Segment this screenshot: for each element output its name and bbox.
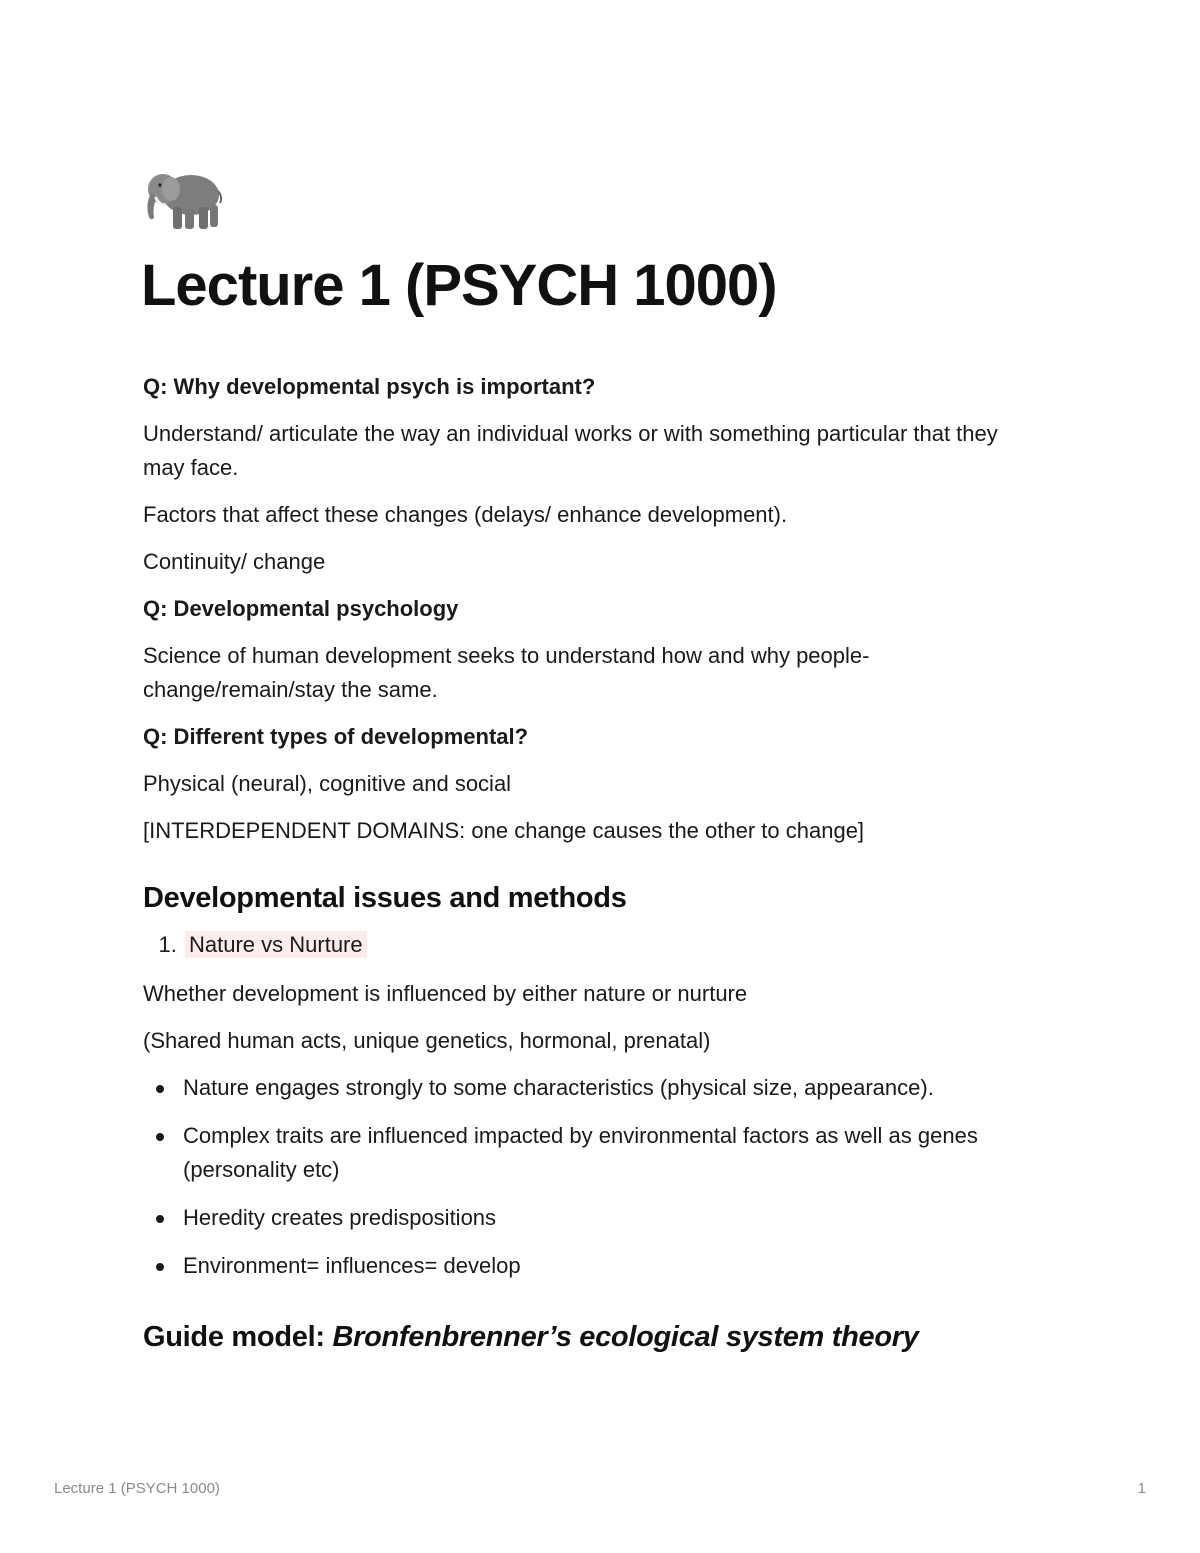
elephant-icon: [143, 165, 223, 233]
bullet-list-item: Nature engages strongly to some characteristics (physical size, appearance).: [183, 1071, 1043, 1105]
bullet-list-item: Complex traits are influenced impacted by environmental factors as well as genes (personality etc): [183, 1119, 1043, 1187]
question-heading: Q: Why developmental psych is important?: [143, 374, 596, 399]
guide-heading-emphasis: Bronfenbrenner’s ecological system theory: [332, 1321, 919, 1353]
paragraph: Physical (neural), cognitive and social: [143, 771, 512, 796]
question-heading: Q: Different types of developmental?: [143, 724, 529, 749]
paragraph: Whether development is influenced by either nature or nurture: [143, 981, 748, 1006]
guide-heading-prefix: Guide model:: [143, 1321, 333, 1353]
highlighted-text: Nature vs Nurture: [185, 931, 367, 958]
footer-document-title: Lecture 1 (PSYCH 1000): [54, 1480, 220, 1497]
paragraph: Continuity/ change: [143, 549, 326, 574]
section-heading: Developmental issues and methods: [143, 882, 627, 914]
guide-heading: [143, 1317, 1043, 1357]
paragraph: Science of human development seeks to understand how and why people- change/remain/stay the same.: [143, 643, 870, 702]
paragraph: [INTERDEPENDENT DOMAINS: one change causes the other to change]: [143, 818, 865, 843]
paragraph: (Shared human acts, unique genetics, hormonal, prenatal): [143, 1028, 711, 1053]
document-body: [143, 370, 1043, 1367]
bullet-list-item: Environment= influences= develop: [183, 1249, 1043, 1283]
footer-page-number: 1: [1137, 1480, 1146, 1497]
paragraph: Understand/ articulate the way an individual works or with something particular that they may face.: [143, 421, 998, 480]
numbered-list-item: [183, 928, 1043, 962]
paragraph: Factors that affect these changes (delays/ enhance development).: [143, 502, 788, 527]
bullet-list-item: Heredity creates predispositions: [183, 1201, 1043, 1235]
page-title: Lecture 1 (PSYCH 1000): [141, 253, 777, 318]
numbered-list: [143, 928, 1043, 962]
bullet-list: [143, 1071, 1043, 1283]
question-heading: Q: Developmental psychology: [143, 596, 459, 621]
